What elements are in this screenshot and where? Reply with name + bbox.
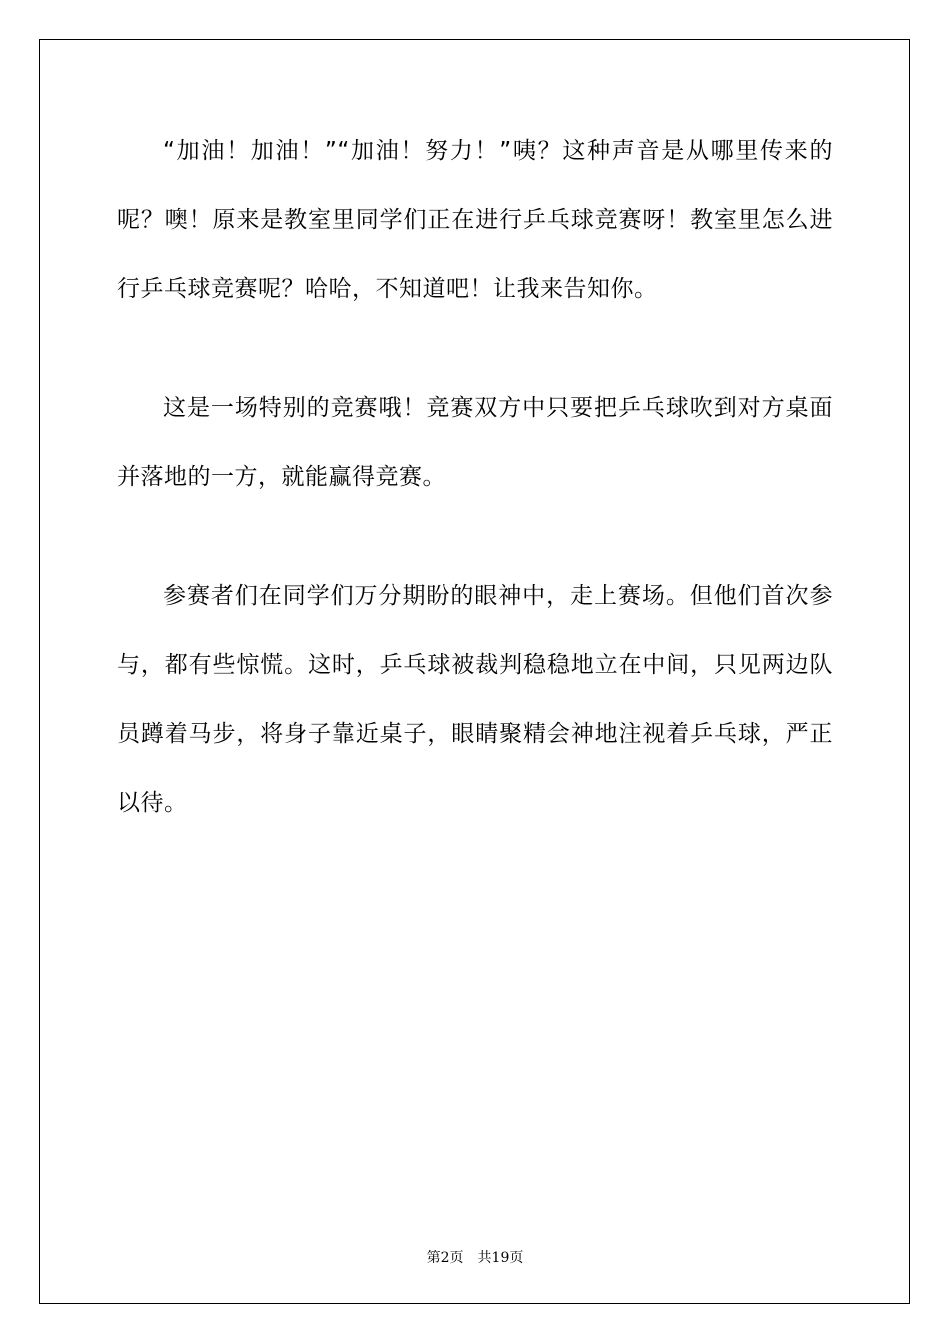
page-footer [0, 1247, 950, 1267]
document-body [117, 117, 833, 888]
paragraph-3: 参赛者们在同学们万分期盼的眼神中，走上赛场。但他们首次参与，都有些惊慌。这时，乒乓球被裁判稳稳地立在中间，只见两边队员蹲着马步，将身子靠近桌子，眼睛聚精会神地注视着乒乓球，严正以待。 [117, 583, 833, 816]
paragraph-1: “加油！加油！”“加油！努力！”咦？这种声音是从哪里传来的呢？噢！原来是教室里同学们正在进行乒乓球竞赛呀！教室里怎么进行乒乓球竞赛呢？哈哈，不知道吧！让我来告知你。 [117, 138, 833, 302]
page-total: 共19页 [477, 1250, 524, 1266]
page-number: 第2页 [426, 1250, 464, 1266]
paragraph-2: 这是一场特别的竞赛哦！竞赛双方中只要把乒乓球吹到对方桌面并落地的一方，就能赢得竞赛。 [117, 395, 833, 490]
